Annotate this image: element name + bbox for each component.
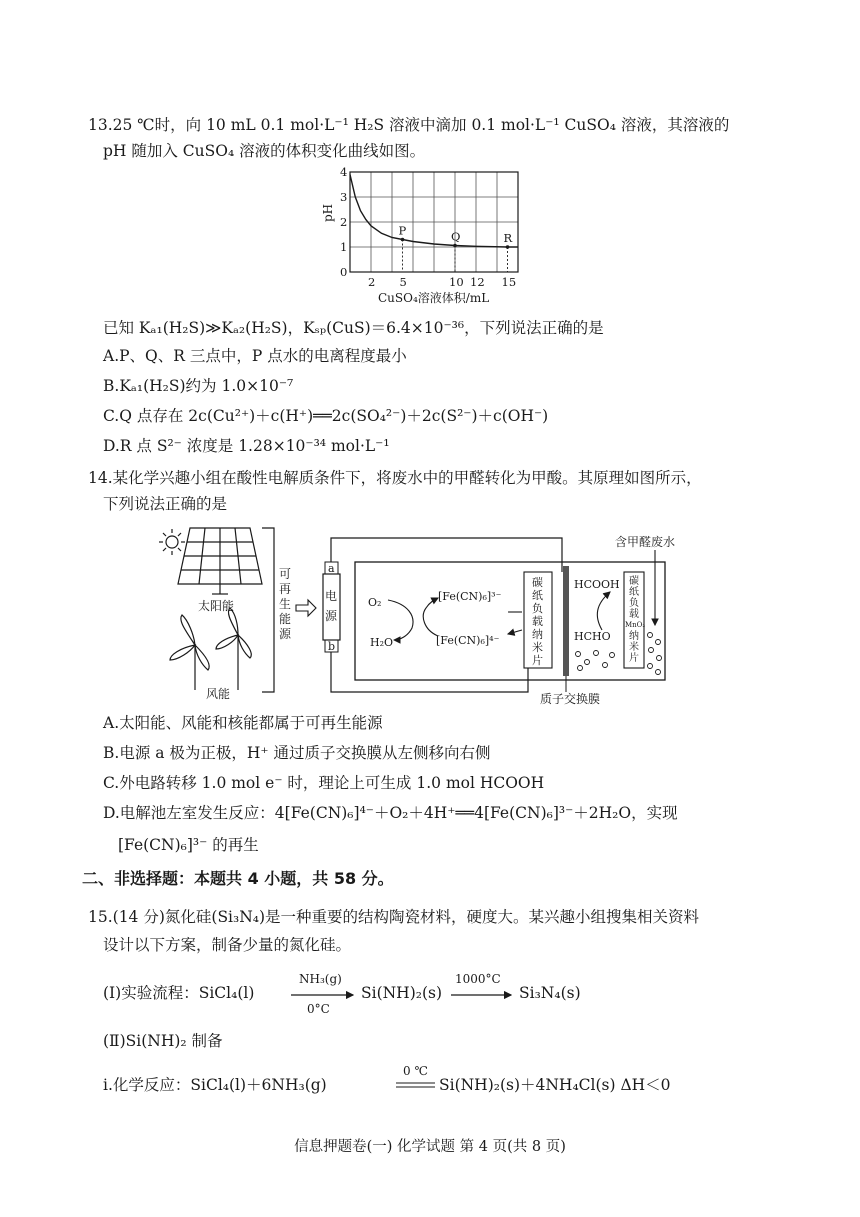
solar-panel-icon [178, 528, 262, 594]
wind-turbine-icon [170, 608, 251, 690]
reaction-suffix: Si(NH)₂(s)＋4NH₄Cl(s) ΔH＜0 [439, 1076, 671, 1094]
svg-text:生: 生 [279, 597, 292, 611]
x-axis-label: CuSO₄溶液体积/mL [378, 291, 490, 305]
svg-text:米: 米 [629, 642, 639, 653]
pole-a: a [328, 562, 335, 575]
flow-prefix: (Ⅰ)实验流程：SiCl₄(l) [103, 984, 255, 1002]
svg-text:负: 负 [629, 598, 639, 609]
waste-water-label: 含甲醛废水 [615, 535, 676, 549]
electrolysis-diagram [150, 520, 690, 706]
o2-label: O₂ [368, 596, 382, 609]
q13-known: 已知 Kₐ₁(H₂S)≫Kₐ₂(H₂S)，Kₛₚ(CuS)＝6.4×10⁻³⁶，下列说法正确的是 [103, 319, 604, 337]
q14-option-d-line2: [Fe(CN)₆]³⁻ 的再生 [118, 836, 259, 854]
q15-prep-heading: (Ⅱ)Si(NH)₂ 制备 [103, 1032, 223, 1050]
y-tick-label: 4 [340, 166, 348, 179]
q14-option-d-line1: D.电解池左室发生反应：4[Fe(CN)₆]⁴⁻＋O₂＋4H⁺══4[Fe(CN)₆]³⁻＋2H₂O，实现 [103, 804, 678, 822]
sun-icon [159, 529, 185, 555]
section-heading: 二、非选择题：本题共 4 小题，共 58 分。 [82, 869, 394, 888]
flow-cond-bottom-1: 0°C [307, 1002, 330, 1016]
renewable-label [279, 567, 292, 641]
y-tick-label: 1 [340, 240, 348, 254]
point-r-label: R [503, 231, 513, 245]
svg-text:米: 米 [532, 641, 543, 654]
y-tick-label: 0 [340, 265, 348, 279]
q14-option-c: C.外电路转移 1.0 mol e⁻ 时，理论上可生成 1.0 mol HCOOH [103, 774, 545, 792]
x-tick-label: 10 [449, 275, 464, 289]
hcho-label: HCHO [574, 630, 611, 643]
fe4-label: [Fe(CN)₆]⁴⁻ [436, 634, 500, 647]
q15-stem-line2: 设计以下方案，制备少量的氮化硅。 [103, 936, 352, 954]
q15-flow [103, 968, 723, 1018]
point-q-label: Q [451, 229, 461, 244]
q14-stem-line2: 下列说法正确的是 [103, 495, 228, 513]
svg-text:负: 负 [532, 602, 543, 615]
membrane-label: 质子交换膜 [540, 692, 601, 706]
flow-mid: Si(NH)₂(s) [361, 984, 443, 1002]
hollow-arrow-icon [296, 600, 316, 616]
q13-option-a: A.P、Q、R 三点中，P 点水的电离程度最小 [103, 347, 407, 365]
svg-text:片: 片 [532, 654, 543, 667]
pole-b: b [328, 640, 336, 653]
q14-option-b: B.电源 a 极为正极，H⁺ 通过质子交换膜从左侧移向右侧 [103, 744, 491, 762]
right-electrode-label [625, 574, 645, 664]
y-tick-label: 2 [340, 215, 348, 229]
left-electrode-label [532, 575, 543, 667]
proton-exchange-membrane [563, 566, 569, 676]
chart-grid [350, 172, 518, 272]
point-p-label: P [398, 223, 407, 238]
x-tick-label: 5 [399, 275, 407, 289]
q13-option-d: D.R 点 S²⁻ 浓度是 1.28×10⁻³⁴ mol·L⁻¹ [103, 437, 390, 455]
h2o-label: H₂O [370, 636, 394, 649]
q15-stem-line1: 15.(14 分)氮化硅(Si₃N₄)是一种重要的结构陶瓷材料，硬度大。某兴趣小组搜集相关资料 [88, 908, 700, 926]
svg-text:片: 片 [629, 653, 639, 664]
point-r-marker [506, 245, 510, 249]
svg-text:碳: 碳 [629, 576, 639, 587]
reaction-prefix: ⅰ.化学反应：SiCl₄(l)＋6NH₃(g) [103, 1076, 327, 1094]
q15-reaction [103, 1062, 723, 1098]
point-p-marker [401, 238, 405, 242]
fe3-label: [Fe(CN)₆]³⁻ [438, 590, 502, 603]
q13-option-c: C.Q 点存在 2c(Cu²⁺)＋c(H⁺)══2c(SO₄²⁻)＋2c(S²⁻)＋c(OH⁻) [103, 407, 549, 425]
svg-text:纸: 纸 [629, 587, 639, 598]
svg-text:碳: 碳 [532, 576, 543, 589]
point-q-marker [453, 244, 457, 248]
flow-cond-top-1: NH₃(g) [299, 972, 342, 986]
svg-text:纳: 纳 [629, 631, 639, 642]
q14-stem-line1: 14.某化学兴趣小组在酸性电解质条件下，将废水中的甲醛转化为甲酸。其原理如图所示， [88, 469, 702, 487]
svg-text:再: 再 [279, 582, 292, 596]
svg-text:纸: 纸 [532, 589, 543, 602]
q13-stem-line1: 13.25 ℃时，向 10 mL 0.1 mol·L⁻¹ H₂S 溶液中滴加 0.1 mol·L⁻¹ CuSO₄ 溶液，其溶液的 [88, 116, 730, 134]
q14-option-a: A.太阳能、风能和核能都属于可再生能源 [103, 714, 383, 732]
svg-text:载: 载 [532, 615, 543, 628]
power-label-1: 电 [325, 589, 338, 603]
wind-label: 风能 [206, 687, 231, 701]
svg-text:载: 载 [629, 609, 639, 620]
solar-label: 太阳能 [198, 599, 235, 613]
q13-stem-line2: pH 随加入 CuSO₄ 溶液的体积变化曲线如图。 [103, 142, 426, 160]
svg-text:能: 能 [279, 612, 292, 626]
power-label-2: 源 [325, 609, 338, 623]
power-source [323, 574, 340, 640]
svg-text:MnO₂: MnO₂ [625, 621, 646, 629]
reaction-condition: 0 ℃ [403, 1064, 428, 1078]
ph-chart [312, 166, 542, 308]
hcooh-label: HCOOH [574, 578, 620, 591]
q13-option-b: B.Kₐ₁(H₂S)约为 1.0×10⁻⁷ [103, 377, 294, 395]
flow-cond-top-2: 1000°C [455, 972, 501, 986]
x-tick-label: 15 [501, 275, 517, 289]
y-axis-label: pH [321, 203, 335, 222]
svg-text:可: 可 [279, 567, 292, 581]
svg-text:源: 源 [279, 627, 292, 641]
y-tick-label: 3 [340, 190, 348, 204]
svg-text:纳: 纳 [532, 628, 543, 641]
flow-end: Si₃N₄(s) [519, 984, 581, 1002]
x-tick-label: 12 [470, 275, 485, 289]
page-footer: 信息押题卷(一) 化学试题 第 4 页(共 8 页) [294, 1139, 566, 1155]
x-tick-label: 2 [368, 275, 376, 289]
